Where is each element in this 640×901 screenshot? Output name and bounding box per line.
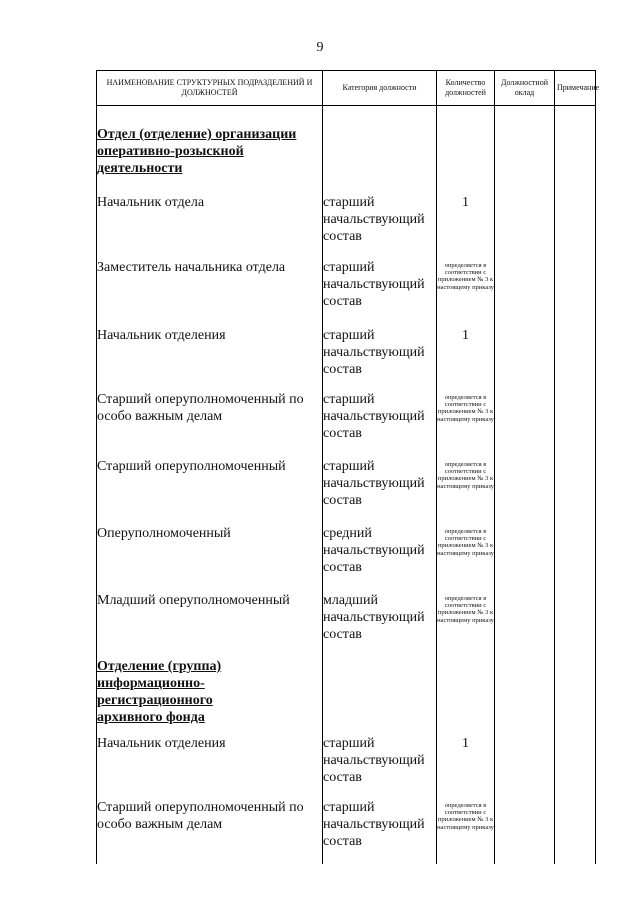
category-cell: младший начальствующий состав (323, 592, 437, 658)
position-row (97, 525, 596, 592)
category-cell: старший начальствующий состав (323, 735, 437, 799)
position-row (97, 592, 596, 658)
section-title (97, 658, 323, 735)
position-name: Младший оперуполномоченный (97, 592, 323, 658)
category-cell: старший начальствующий состав (323, 259, 437, 327)
note-cell (555, 259, 596, 327)
salary-cell (495, 799, 555, 864)
position-name: Заместитель начальника отдела (97, 259, 323, 327)
staff-table (96, 70, 600, 864)
quantity-cell: 1 (437, 735, 495, 799)
header-category: Категория должности (323, 71, 437, 106)
quantity-cell: 1 (437, 327, 495, 391)
position-row (97, 327, 596, 391)
note-cell (555, 391, 596, 458)
position-name: Начальник отделения (97, 327, 323, 391)
salary-cell (495, 592, 555, 658)
salary-cell (495, 658, 555, 735)
note-cell (555, 735, 596, 799)
position-name: Старший оперуполномоченный по особо важным делам (97, 799, 323, 864)
category-cell: старший начальствующий состав (323, 186, 437, 259)
section-title-text: Отделение (группа) информационно- регистрационного архивного фонда (97, 659, 222, 725)
quantity-cell: определяется в соответствии с приложением № 3 к настоящему приказу (437, 391, 495, 458)
category-cell: старший начальствующий состав (323, 799, 437, 864)
quantity-cell: 1 (437, 186, 495, 259)
position-row (97, 735, 596, 799)
position-row (97, 259, 596, 327)
section-title-text: Отдел (отделение) организации оперативно-розыскной деятельности (97, 127, 297, 176)
salary-cell (495, 259, 555, 327)
category-cell (323, 658, 437, 735)
quantity-cell: определяется в соответствии с приложением № 3 к настоящему приказу (437, 458, 495, 525)
salary-cell (495, 106, 555, 187)
page-number: 9 (316, 40, 324, 55)
note-cell (555, 658, 596, 735)
quantity-cell: определяется в соответствии с приложением № 3 к настоящему приказу (437, 799, 495, 864)
header-note: Примечание (555, 71, 596, 106)
category-cell: старший начальствующий состав (323, 458, 437, 525)
header-salary: Должностной оклад (495, 71, 555, 106)
salary-cell (495, 391, 555, 458)
category-cell: старший начальствующий состав (323, 391, 437, 458)
quantity-cell (437, 106, 495, 187)
position-row (97, 458, 596, 525)
header-name: НАИМЕНОВАНИЕ СТРУКТУРНЫХ ПОДРАЗДЕЛЕНИЙ И ДОЛЖНОСТЕЙ (97, 71, 323, 106)
salary-cell (495, 525, 555, 592)
note-cell (555, 458, 596, 525)
salary-cell (495, 735, 555, 799)
quantity-cell (437, 658, 495, 735)
salary-cell (495, 458, 555, 525)
category-cell (323, 106, 437, 187)
quantity-cell: определяется в соответствии с приложением № 3 к настоящему приказу (437, 592, 495, 658)
position-name: Старший оперуполномоченный (97, 458, 323, 525)
category-cell: средний начальствующий состав (323, 525, 437, 592)
category-cell: старший начальствующий состав (323, 327, 437, 391)
note-cell (555, 525, 596, 592)
quantity-cell: определяется в соответствии с приложением № 3 к настоящему приказу (437, 525, 495, 592)
note-cell (555, 592, 596, 658)
position-row (97, 391, 596, 458)
salary-cell (495, 186, 555, 259)
note-cell (555, 799, 596, 864)
salary-cell (495, 327, 555, 391)
header-quantity: Количество должностей (437, 71, 495, 106)
position-name: Начальник отделения (97, 735, 323, 799)
section-row (97, 106, 596, 187)
note-cell (555, 106, 596, 187)
section-title (97, 106, 323, 187)
section-row (97, 658, 596, 735)
position-row (97, 186, 596, 259)
position-name: Оперуполномоченный (97, 525, 323, 592)
note-cell (555, 327, 596, 391)
position-name: Старший оперуполномоченный по особо важным делам (97, 391, 323, 458)
note-cell (555, 186, 596, 259)
quantity-cell: определяется в соответствии с приложением № 3 к настоящему приказу (437, 259, 495, 327)
table-header-row (97, 71, 596, 106)
position-row (97, 799, 596, 864)
position-name: Начальник отдела (97, 186, 323, 259)
